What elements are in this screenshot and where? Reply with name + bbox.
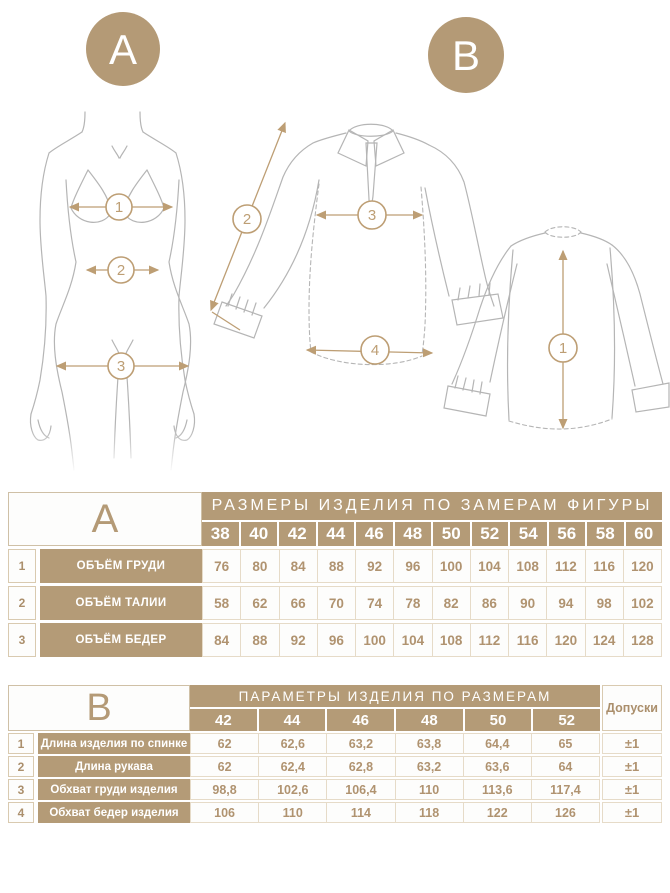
cell-value: 116 [585,550,623,582]
cell-value: 96 [317,624,355,656]
size-column-header: 48 [395,522,432,546]
size-column-header: 58 [587,522,624,546]
cell-value: 114 [326,803,394,822]
female-figure-sketch [30,112,194,470]
cell-value: 64 [531,757,599,776]
size-column-header: 56 [549,522,586,546]
sleeve-length-marker: 2 [242,211,252,228]
size-column-header: 42 [190,709,257,731]
table-b-tolerance-header: Допуски [602,685,662,731]
cell-value: 90 [508,587,546,619]
cell-value: 84 [214,632,230,648]
cell-value: 58 [214,595,230,611]
size-column-header: 48 [396,709,463,731]
cell-value: 104 [393,624,431,656]
table-row [8,779,662,800]
row-label: Обхват бедер изделия [38,802,190,823]
cell-value: 106,4 [326,780,394,799]
cell-value: 96 [393,550,431,582]
size-column-header: 40 [241,522,278,546]
cell-value: 86 [470,587,508,619]
cell-value: 62,4 [258,757,326,776]
size-column-header: 50 [465,709,532,731]
cell-value: 128 [623,624,661,656]
table-a-body-measurements [8,492,662,657]
hem-width-marker: 4 [370,342,380,359]
row-values [190,733,600,754]
row-number: 2 [8,586,36,620]
cell-value: 64,4 [463,734,531,753]
row-label: ОБЪЁМ ГРУДИ [40,549,202,583]
cell-value: 124 [585,624,623,656]
cell-value: 88 [240,624,278,656]
size-column-header: 54 [510,522,547,546]
table-row [8,549,662,583]
row-values [202,549,662,583]
cell-value: 70 [317,587,355,619]
figure-a-measurements [57,194,188,379]
table-row [8,623,662,657]
table-a-title: РАЗМЕРЫ ИЗДЕЛИЯ ПО ЗАМЕРАМ ФИГУРЫ [202,492,662,520]
cell-value: 102,6 [258,780,326,799]
table-a-size-row [202,522,662,546]
row-label: Длина рукава [38,756,190,777]
size-column-header: 52 [533,709,600,731]
size-column-header: 60 [626,522,663,546]
cell-value: 108 [432,624,470,656]
cell-value: 84 [279,550,317,582]
cell-value: 100 [432,550,470,582]
table-b-size-row [190,709,600,731]
cell-value: 76 [214,558,230,574]
blouse-sketch [214,124,669,429]
table-row [8,586,662,620]
cell-value: 100 [355,624,393,656]
cell-value: 92 [279,624,317,656]
table-row [8,756,662,777]
size-column-header: 44 [259,709,326,731]
back-length-marker: 1 [558,340,568,357]
cell-value: 118 [395,803,463,822]
row-number: 4 [8,802,34,823]
row-values [202,586,662,620]
cell-value: 62 [217,736,232,751]
tolerance-value: ±1 [602,733,662,754]
tolerance-value: ±1 [602,802,662,823]
cell-value: 110 [258,803,326,822]
cell-value: 88 [317,550,355,582]
table-row [8,802,662,823]
cell-value: 82 [432,587,470,619]
size-column-header: 46 [356,522,393,546]
cell-value: 62 [217,759,232,774]
cell-value: 63,8 [395,734,463,753]
cell-value: 98,8 [212,782,237,797]
table-b-title: ПАРАМЕТРЫ ИЗДЕЛИЯ ПО РАЗМЕРАМ [190,685,600,707]
chest-width-marker: 3 [367,207,377,224]
cell-value: 112 [470,624,508,656]
cell-value: 65 [531,734,599,753]
cell-value: 112 [546,550,584,582]
figure-a-badge-icon [86,12,160,86]
table-b-corner-label: B [8,685,190,731]
size-column-header: 46 [327,709,394,731]
cell-value: 120 [623,550,661,582]
cell-value: 63,6 [463,757,531,776]
cell-value: 62,8 [326,757,394,776]
table-a-rows [8,549,662,657]
row-label: Обхват груди изделия [38,779,190,800]
cell-value: 62,6 [258,734,326,753]
row-number: 2 [8,756,34,777]
cell-value: 74 [355,587,393,619]
row-number: 3 [8,779,34,800]
bust-marker: 1 [114,199,124,216]
cell-value: 62 [240,587,278,619]
table-b-header [8,685,662,731]
table-a-header [8,492,662,546]
figure-fade-overlay [10,428,225,486]
row-label: Длина изделия по спинке [38,733,190,754]
figure-a-badge-label: A [108,26,138,73]
size-column-header: 38 [202,522,239,546]
cell-value: 117,4 [531,780,599,799]
tolerance-value: ±1 [602,756,662,777]
figure-b-badge-label: B [451,32,481,79]
waist-marker: 2 [116,262,126,279]
figure-b-measurements [211,123,577,428]
cell-value: 92 [355,550,393,582]
cell-value: 116 [508,624,546,656]
size-column-header: 42 [279,522,316,546]
cell-value: 104 [470,550,508,582]
cell-value: 63,2 [326,734,394,753]
table-row [8,733,662,754]
row-values [190,756,600,777]
size-column-header: 44 [318,522,355,546]
row-label: ОБЪЁМ БЕДЕР [40,623,202,657]
figure-b-badge-icon [428,17,504,93]
size-column-header: 52 [472,522,509,546]
cell-value: 102 [623,587,661,619]
cell-value: 110 [395,780,463,799]
row-number: 1 [8,549,36,583]
cell-value: 94 [546,587,584,619]
row-label: ОБЪЁМ ТАЛИИ [40,586,202,620]
tolerance-value: ±1 [602,779,662,800]
table-b-garment-parameters [8,685,662,823]
table-a-corner-label: A [8,492,202,546]
row-number: 3 [8,623,36,657]
table-b-rows [8,733,662,823]
cell-value: 122 [463,803,531,822]
cell-value: 126 [531,803,599,822]
cell-value: 78 [393,587,431,619]
row-values [202,623,662,657]
row-values [190,802,600,823]
cell-value: 106 [214,805,236,820]
cell-value: 66 [279,587,317,619]
size-column-header: 50 [433,522,470,546]
cell-value: 108 [508,550,546,582]
cell-value: 120 [546,624,584,656]
cell-value: 63,2 [395,757,463,776]
cell-value: 80 [240,550,278,582]
row-number: 1 [8,733,34,754]
hips-marker: 3 [116,358,126,375]
cell-value: 98 [585,587,623,619]
row-values [190,779,600,800]
cell-value: 113,6 [463,780,531,799]
